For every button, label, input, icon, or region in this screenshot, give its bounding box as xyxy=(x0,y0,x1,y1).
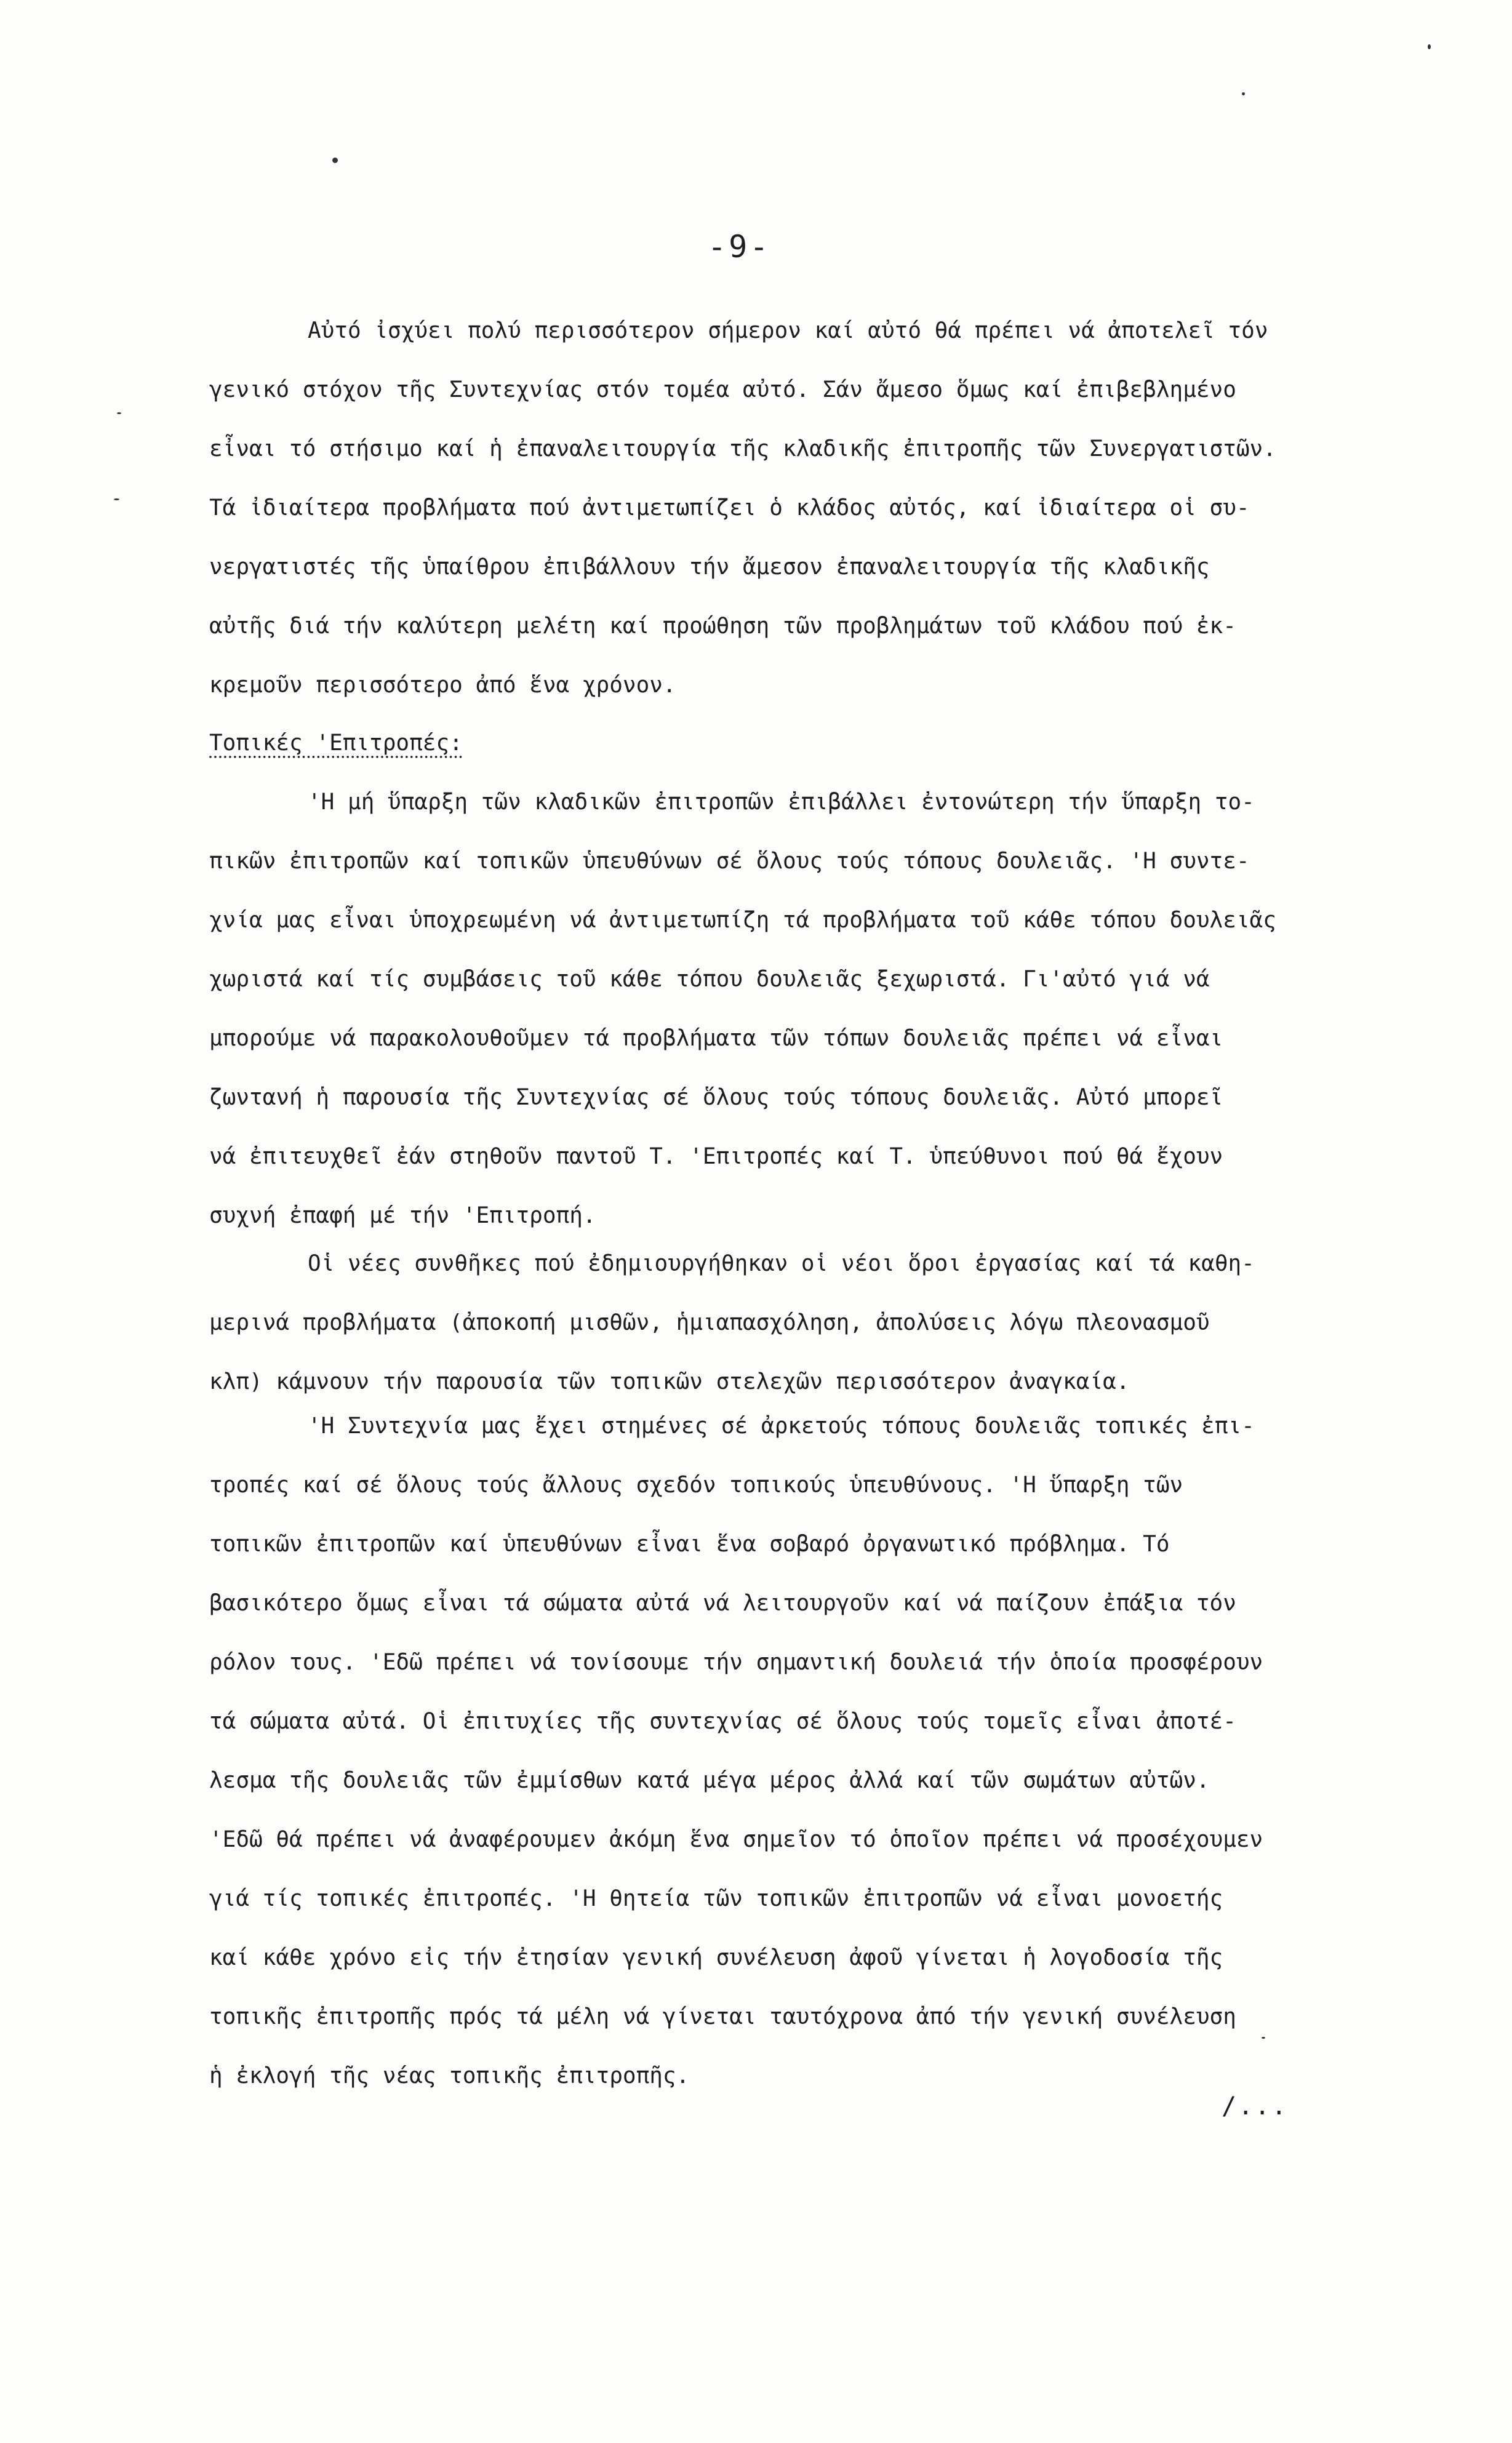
text-line: λεσμα τῆς δουλειᾶς τῶν ἐμμίσθων κατά μέγα μέρος ἀλλά καί τῶν σωμάτων αὐτῶν. xyxy=(209,1768,1210,1793)
scan-speck xyxy=(1242,92,1245,95)
text-line: χνία μας εἶναι ὑποχρεωμένη νά ἀντιμετωπίζη τά προβλήματα τοῦ κάθε τόπου δουλειᾶς xyxy=(209,908,1276,933)
text-line: μερινά προβλήματα (ἀποκοπή μισθῶν, ἡμιαπασχόληση, ἀπολύσεις λόγω πλεονασμοῦ xyxy=(209,1310,1210,1335)
text-line: πικῶν ἐπιτροπῶν καί τοπικῶν ὑπευθύνων σέ ὅλους τούς τόπους δουλειᾶς. 'Η συντε- xyxy=(209,849,1250,874)
text-line: χωριστά καί τίς συμβάσεις τοῦ κάθε τόπου δουλειᾶς ξεχωριστά. Γι'αὐτό γιά νά xyxy=(209,967,1210,992)
scan-speck xyxy=(332,158,338,163)
text-line: τά σώματα αὐτά. Οἱ ἐπιτυχίες τῆς συντεχνίας σέ ὅλους τούς τομεῖς εἶναι ἀποτέ- xyxy=(209,1709,1236,1734)
text-line: συχνή ἐπαφή μέ τήν 'Επιτροπή. xyxy=(209,1203,596,1228)
continuation-mark: /... xyxy=(1222,2092,1289,2121)
text-line: ζωντανή ἡ παρουσία τῆς Συντεχνίας σέ ὅλους τούς τόπους δουλειᾶς. Αὐτό μπορεῖ xyxy=(209,1085,1223,1110)
text-line: κλπ) κάμνουν τήν παρουσία τῶν τοπικῶν στελεχῶν περισσότερον ἀναγκαία. xyxy=(209,1369,1130,1394)
text-line: κρεμοῦν περισσότερο ἀπό ἕνα χρόνον. xyxy=(209,673,676,698)
paragraph-3 xyxy=(209,1234,1403,1412)
scan-speck xyxy=(117,412,121,414)
text-line: 'Η Συντεχνία μας ἔχει στημένες σέ ἀρκετούς τόπους δουλειᾶς τοπικές ἐπι- xyxy=(308,1413,1255,1439)
text-line: Τά ἰδιαίτερα προβλήματα πού ἀντιμετωπίζει ὁ κλάδος αὐτός, καί ἰδιαίτερα οἱ συ- xyxy=(209,495,1250,521)
text-line: 'Η μή ὕπαρξη τῶν κλαδικῶν ἐπιτροπῶν ἐπιβάλλει ἐντονώτερη τήν ὕπαρξη το- xyxy=(308,790,1255,815)
page-number: -9- xyxy=(708,229,771,265)
text-line: 'Εδῶ θά πρέπει νά ἀναφέρουμεν ἀκόμη ἕνα σημεῖον τό ὁποῖον πρέπει νά προσέχουμεν xyxy=(209,1827,1263,1852)
paragraph-4 xyxy=(209,1397,1403,2106)
text-line: βασικότερο ὅμως εἶναι τά σώματα αὐτά νά λειτουργοῦν καί νά παίζουν ἐπάξια τόν xyxy=(209,1591,1236,1616)
paragraph-2 xyxy=(209,773,1403,1245)
text-line: γιά τίς τοπικές ἐπιτροπές. 'Η θητεία τῶν τοπικῶν ἐπιτροπῶν νά εἶναι μονοετής xyxy=(209,1886,1223,1911)
text-line: αὐτῆς διά τήν καλύτερη μελέτη καί προώθηση τῶν προβλημάτων τοῦ κλάδου πού ἐκ- xyxy=(209,614,1236,639)
text-line: εἶναι τό στήσιμο καί ἡ ἐπαναλειτουργία τῆς κλαδικῆς ἐπιτροπῆς τῶν Συνεργατιστῶν. xyxy=(209,436,1276,462)
text-line: Οἱ νέες συνθῆκες πού ἐδημιουργήθηκαν οἱ νέοι ὅροι ἐργασίας καί τά καθη- xyxy=(308,1251,1255,1276)
text-line: ρόλον τους. 'Εδῶ πρέπει νά τονίσουμε τήν σημαντική δουλειά τήν ὁποία προσφέρουν xyxy=(209,1650,1263,1675)
text-line: τροπές καί σέ ὅλους τούς ἄλλους σχεδόν τοπικούς ὑπευθύνους. 'Η ὕπαρξη τῶν xyxy=(209,1473,1183,1498)
text-line: νεργατιστές τῆς ὑπαίθρου ἐπιβάλλουν τήν ἄμεσον ἐπαναλειτουργία τῆς κλαδικῆς xyxy=(209,554,1210,580)
text-line: καί κάθε χρόνο εἰς τήν ἐτησίαν γενική συνέλευση ἀφοῦ γίνεται ἡ λογοδοσία τῆς xyxy=(209,1945,1223,1970)
text-line: γενικό στόχον τῆς Συντεχνίας στόν τομέα αὐτό. Σάν ἄμεσο ὅμως καί ἐπιβεβλημένο xyxy=(209,377,1236,402)
text-line: τοπικῆς ἐπιτροπῆς πρός τά μέλη νά γίνεται ταυτόχρονα ἀπό τήν γενική συνέλευση xyxy=(209,2004,1236,2029)
text-line: Αὐτό ἰσχύει πολύ περισσότερον σήμερον καί αὐτό θά πρέπει νά ἀποτελεῖ τόν xyxy=(308,318,1268,343)
scan-speck xyxy=(1428,44,1431,49)
section-heading-block xyxy=(209,714,1403,773)
scan-speck xyxy=(1262,2037,1265,2039)
paragraph-1 xyxy=(209,302,1403,715)
section-heading: Τοπικές 'Επιτροπές: xyxy=(209,730,463,756)
text-line: νά ἐπιτευχθεῖ ἐάν στηθοῦν παντοῦ Τ. 'Επιτροπές καί Τ. ὑπεύθυνοι πού θά ἔχουν xyxy=(209,1144,1223,1169)
text-line: ἡ ἐκλογή τῆς νέας τοπικῆς ἐπιτροπῆς. xyxy=(209,2063,690,2089)
text-line: μπορούμε νά παρακολουθοῦμεν τά προβλήματα τῶν τόπων δουλειᾶς πρέπει νά εἶναι xyxy=(209,1026,1223,1051)
text-line: τοπικῶν ἐπιτροπῶν καί ὑπευθύνων εἶναι ἕνα σοβαρό ὀργανωτικό πρόβλημα. Τό xyxy=(209,1532,1170,1557)
scan-speck xyxy=(114,498,119,500)
